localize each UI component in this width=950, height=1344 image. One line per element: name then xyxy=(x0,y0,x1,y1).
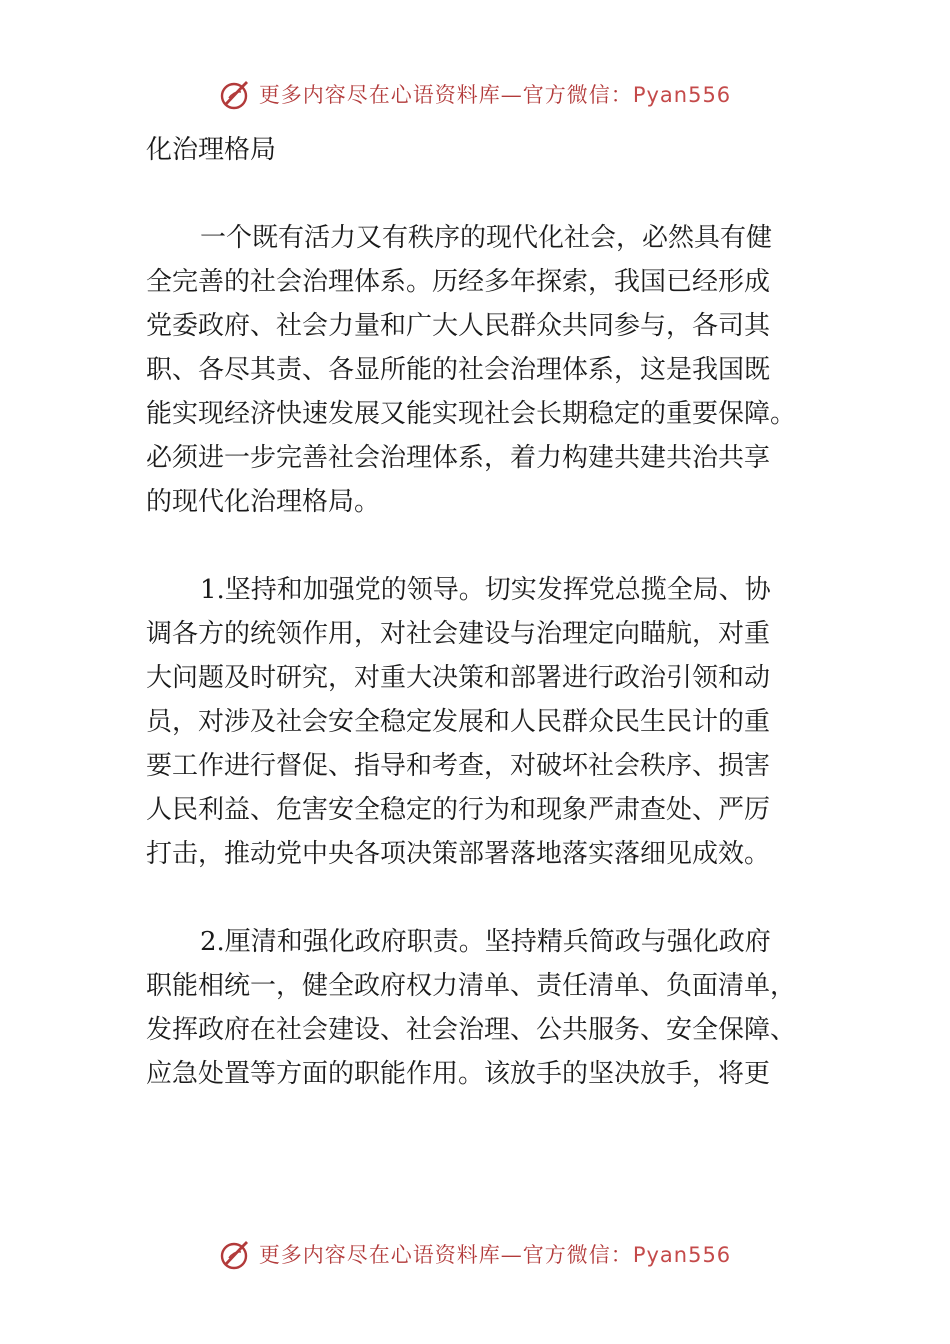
text-line: 2.厘清和强化政府职责。坚持精兵简政与强化政府 xyxy=(200,927,771,957)
text-line: 大问题及时研究，对重大决策和部署进行政治引领和动 xyxy=(146,663,771,693)
footer-account: Pyan556 xyxy=(632,1243,732,1267)
header-banner-text: 更多内容尽在心语资料库—官方微信：Pyan556 xyxy=(258,83,732,107)
text-line: 职能相统一，健全政府权力清单、责任清单、负面清单， xyxy=(146,971,797,1001)
header-account: Pyan556 xyxy=(632,83,732,107)
text-line: 必须进一步完善社会治理体系，着力构建共建共治共享 xyxy=(146,443,771,473)
text-line: 能实现经济快速发展又能实现社会长期稳定的重要保障。 xyxy=(146,399,797,429)
text-line: 一个既有活力又有秩序的现代化社会，必然具有健 xyxy=(200,223,773,253)
text-line: 打击，推动党中央各项决策部署落地落实落细见成效。 xyxy=(146,839,771,869)
text-line: 人民利益、危害安全稳定的行为和现象严肃查处、严厉 xyxy=(146,795,771,825)
text-line: 1.坚持和加强党的领导。切实发挥党总揽全局、协 xyxy=(200,575,771,605)
footer-banner xyxy=(0,1234,950,1274)
text-line: 调各方的统领作用，对社会建设与治理定向瞄航，对重 xyxy=(146,619,771,649)
text-line: 的现代化治理格局。 xyxy=(146,487,381,517)
text-line: 应急处置等方面的职能作用。该放手的坚决放手，将更 xyxy=(146,1059,771,1089)
text-line: 全完善的社会治理体系。历经多年探索，我国已经形成 xyxy=(146,267,771,297)
footer-banner-text: 更多内容尽在心语资料库—官方微信：Pyan556 xyxy=(258,1243,732,1267)
text-line: 员，对涉及社会安全稳定发展和人民群众民生民计的重 xyxy=(146,707,771,737)
document-body xyxy=(146,128,806,1096)
text-line: 发挥政府在社会建设、社会治理、公共服务、安全保障、 xyxy=(146,1015,797,1045)
text-line: 要工作进行督促、指导和考查，对破坏社会秩序、损害 xyxy=(146,751,771,781)
text-line: 化治理格局 xyxy=(146,135,277,165)
text-line: 党委政府、社会力量和广大人民群众共同参与，各司其 xyxy=(146,311,771,341)
pen-logo-icon xyxy=(219,77,253,111)
text-line: 职、各尽其责、各显所能的社会治理体系，这是我国既 xyxy=(146,355,771,385)
header-banner xyxy=(0,74,950,114)
pen-logo-icon xyxy=(219,1237,253,1271)
